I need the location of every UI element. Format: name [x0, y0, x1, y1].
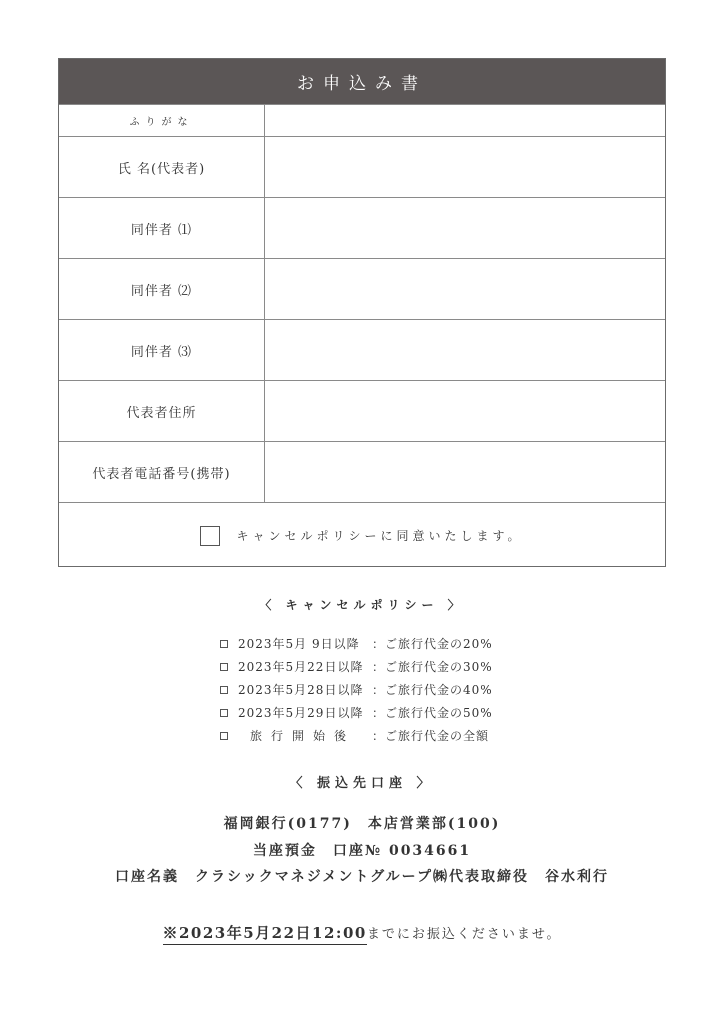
companion-1-field[interactable] [265, 198, 665, 258]
companion-2-label: 同伴者 ⑵ [59, 259, 265, 319]
furigana-label: ふりがな [59, 105, 265, 136]
account-holder: 口座名義 クラシックマネジメントグループ㈱代表取締役 谷水利行 [115, 869, 609, 885]
policy-date: 2023年5月 9日以降 [238, 637, 360, 651]
deadline-text: までにお振込くださいませ。 [366, 927, 562, 942]
companion-3-label: 同伴者 ⑶ [59, 320, 265, 380]
address-label: 代表者住所 [59, 381, 265, 441]
policy-item [220, 701, 493, 724]
square-bullet-icon [220, 686, 228, 694]
policy-fee: ：ご旅行代金の40% [372, 683, 493, 697]
representative-name-field[interactable] [265, 137, 665, 197]
square-bullet-icon [220, 709, 228, 717]
deadline-date: ※2023年5月22日12:00 [163, 924, 367, 945]
bank-name: 福岡銀行(0177) 本店営業部(100) [223, 816, 501, 832]
form-title: お申込み書 [59, 59, 665, 104]
companion-2-row [59, 258, 665, 319]
policy-date: 2023年5月28日以降 [238, 683, 364, 697]
account-number: 当座預金 口座№ 0034661 [252, 843, 472, 859]
agree-label: キャンセルポリシーに同意いたします。 [236, 529, 524, 543]
phone-row [59, 441, 665, 502]
cancel-policy-list [220, 632, 493, 747]
policy-date: 2023年5月29日以降 [238, 706, 364, 720]
agree-row [59, 502, 665, 568]
policy-item [220, 724, 493, 747]
bank-account-title: 〈 振込先口座 〉 [289, 776, 435, 791]
policy-item [220, 678, 493, 701]
representative-name-label: 氏 名(代表者) [59, 137, 265, 197]
application-form [58, 58, 666, 567]
furigana-row [59, 104, 665, 136]
policy-fee: ：ご旅行代金の30% [372, 660, 493, 674]
furigana-field[interactable] [265, 105, 665, 136]
policy-item [220, 632, 493, 655]
companion-1-row [59, 197, 665, 258]
companion-3-row [59, 319, 665, 380]
companion-2-field[interactable] [265, 259, 665, 319]
square-bullet-icon [220, 732, 228, 740]
policy-fee: ：ご旅行代金の20% [372, 637, 493, 651]
companion-3-field[interactable] [265, 320, 665, 380]
agree-checkbox[interactable] [200, 526, 220, 546]
cancel-policy-title: 〈 キャンセルポリシー 〉 [259, 598, 465, 612]
companion-1-label: 同伴者 ⑴ [59, 198, 265, 258]
phone-label: 代表者電話番号(携帯) [59, 442, 265, 502]
payment-deadline [0, 922, 724, 943]
phone-field[interactable] [265, 442, 665, 502]
policy-fee: ：ご旅行代金の全額 [372, 729, 490, 743]
policy-fee: ：ご旅行代金の50% [372, 706, 493, 720]
policy-date: 2023年5月22日以降 [238, 660, 364, 674]
square-bullet-icon [220, 640, 228, 648]
policy-date: 旅行開始後 [250, 729, 356, 743]
representative-name-row [59, 136, 665, 197]
address-row [59, 380, 665, 441]
policy-item [220, 655, 493, 678]
square-bullet-icon [220, 663, 228, 671]
address-field[interactable] [265, 381, 665, 441]
